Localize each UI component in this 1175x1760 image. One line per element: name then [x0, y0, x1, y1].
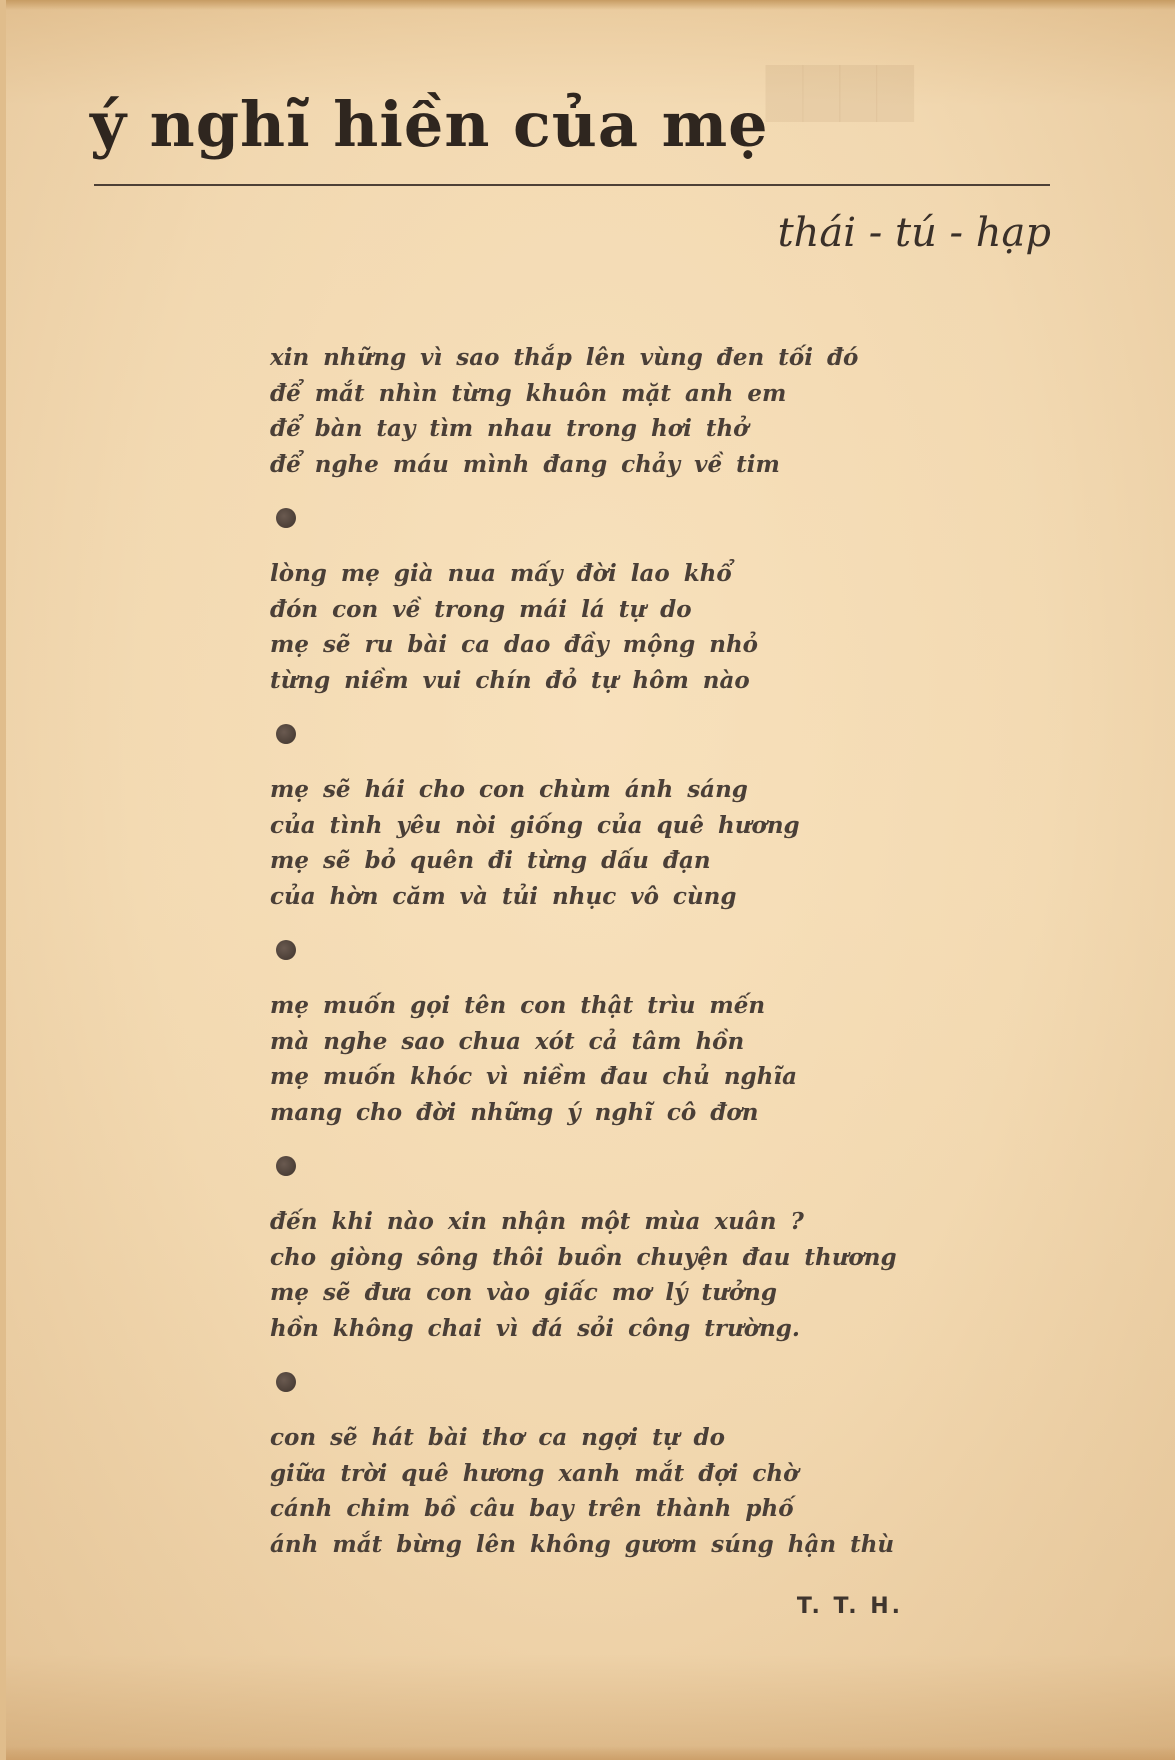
poem-line: đón con về trong mái lá tự do [270, 595, 692, 623]
stanza-5 [270, 1204, 920, 1346]
poem-author: thái - tú - hạp [777, 210, 1051, 256]
poem-line: xin những vì sao thắp lên vùng đen tối đó [270, 344, 859, 371]
poem-line: để mắt nhìn từng khuôn mặt anh em [270, 379, 787, 407]
poem-line: mà nghe sao chua xót cả tâm hồn [270, 1027, 745, 1055]
poem-line: mẹ sẽ hái cho con chùm ánh sáng [270, 776, 748, 803]
bleed-through-shadow: ████ [766, 66, 914, 122]
poem-line: để bàn tay tìm nhau trong hơi thở [270, 415, 749, 442]
poem-line: mẹ muốn gọi tên con thật trìu mến [270, 992, 766, 1019]
poem-line: để nghe máu mình đang chảy về tim [270, 450, 780, 478]
stanza-divider-dot [276, 1156, 296, 1176]
poem-line: mẹ sẽ bỏ quên đi từng dấu đạn [270, 847, 711, 874]
stanza-divider-dot [276, 724, 296, 744]
stanza-6 [270, 1420, 920, 1562]
author-initials: T. T. H. [796, 1594, 903, 1619]
poem-line: từng niềm vui chín đỏ tự hôm nào [270, 666, 750, 694]
stanza-divider-dot [276, 508, 296, 528]
stanza-4 [270, 988, 920, 1130]
title-underline [94, 184, 1050, 186]
poem-line: mẹ sẽ đưa con vào giấc mơ lý tưởng [270, 1279, 777, 1306]
poem-title: ý nghĩ hiền của mẹ [90, 88, 769, 161]
paper-bottom-edge [6, 1746, 1175, 1760]
stanza-2 [270, 556, 920, 698]
poem-line: của hờn căm và tủi nhục vô cùng [270, 882, 737, 910]
stanza-divider-dot [276, 940, 296, 960]
poem-line: lòng mẹ già nua mấy đời lao khổ [270, 560, 732, 587]
poem-line: mang cho đời những ý nghĩ cô đơn [270, 1098, 759, 1126]
poem-line: giữa trời quê hương xanh mắt đợi chờ [270, 1459, 799, 1487]
poem-line: của tình yêu nòi giống của quê hương [270, 811, 800, 839]
stanza-divider-dot [276, 1372, 296, 1392]
poem-line: đến khi nào xin nhận một mùa xuân ? [270, 1208, 804, 1235]
poem-body [270, 340, 920, 1562]
poem-line: con sẽ hát bài thơ ca ngợi tự do [270, 1424, 725, 1451]
poem-line: ánh mắt bừng lên không gươm súng hận thù [270, 1530, 895, 1558]
poem-line: cánh chim bồ câu bay trên thành phố [270, 1495, 794, 1522]
poem-line: hồn không chai vì đá sỏi công trường. [270, 1314, 800, 1342]
poem-line: mẹ muốn khóc vì niềm đau chủ nghĩa [270, 1063, 797, 1090]
poem-line: cho giòng sông thôi buồn chuyện đau thương [270, 1243, 897, 1271]
stanza-1 [270, 340, 920, 482]
paper-top-edge [6, 0, 1175, 10]
stanza-3 [270, 772, 920, 914]
poem-line: mẹ sẽ ru bài ca dao đầy mộng nhỏ [270, 631, 759, 658]
